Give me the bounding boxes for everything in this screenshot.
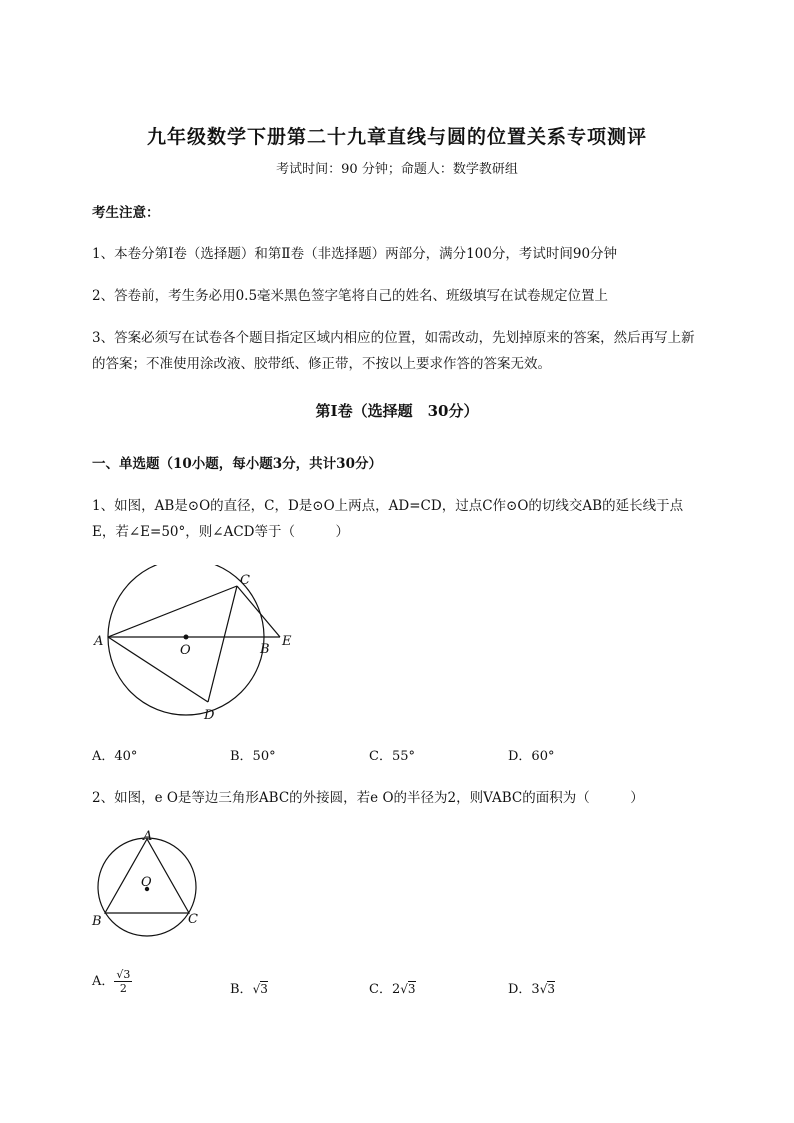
q2-option-d-prefix: D．3 xyxy=(508,982,540,997)
q1-option-a[interactable]: A．40° xyxy=(92,749,138,764)
q1-label-e: E xyxy=(282,634,292,649)
q1-text-line-2: E，若∠E=50°，则∠ACD等于（ ） xyxy=(92,524,349,540)
q2-label-c: C xyxy=(188,912,198,927)
q2-option-c-prefix: C．2 xyxy=(369,982,401,997)
q1-label-o: O xyxy=(180,643,191,658)
q2-option-d-radical: √3 xyxy=(539,982,555,996)
q1-label-d: D xyxy=(204,708,215,723)
q2-option-c[interactable] xyxy=(369,978,416,997)
q2-label-a: A xyxy=(143,829,153,844)
q2-text: 2、如图，e O是等边三角形ABC的外接圆，若e O的半径为2，则VABC的面积为（ ） xyxy=(92,790,644,806)
q1-figure xyxy=(88,565,308,725)
exam-info: 考试时间：90 分钟；命题人：数学教研组 xyxy=(276,162,518,177)
q1-line-AC xyxy=(108,586,237,637)
q2-figure xyxy=(88,828,218,943)
q1-center-dot xyxy=(184,635,189,640)
q2-label-o: O xyxy=(141,875,152,890)
q2-option-a-denominator: 2 xyxy=(119,982,127,995)
q1-label-b: B xyxy=(260,642,270,657)
q1-line-CE xyxy=(237,586,280,637)
q1-option-d[interactable]: D．60° xyxy=(508,749,555,764)
q2-option-a[interactable] xyxy=(92,968,132,995)
q1-option-b[interactable]: B．50° xyxy=(230,749,276,764)
section-title: 第Ⅰ卷（选择题 30分） xyxy=(315,402,479,420)
notice-item-2: 2、答卷前，考生务必用0.5毫米黑色签字笔将自己的姓名、班级填写在试卷规定位置上 xyxy=(92,288,609,304)
q2-option-a-numerator: √3 xyxy=(116,968,131,981)
q1-option-c[interactable]: C．55° xyxy=(369,749,415,764)
q2-option-c-radical: √3 xyxy=(400,982,416,996)
q2-option-a-fraction xyxy=(114,968,132,995)
part-heading: 一、单选题（10小题，每小题3分，共计30分） xyxy=(92,456,382,472)
notice-item-1: 1、本卷分第Ⅰ卷（选择题）和第Ⅱ卷（非选择题）两部分，满分100分，考试时间90分钟 xyxy=(92,246,618,262)
q1-line-CD xyxy=(208,586,237,702)
notice-item-3-line-2: 的答案；不准使用涂改液、胶带纸、修正带，不按以上要求作答的答案无效。 xyxy=(92,356,551,372)
q2-option-a-prefix: A． xyxy=(92,974,115,989)
q2-option-d[interactable] xyxy=(508,978,555,997)
notice-heading: 考生注意： xyxy=(92,205,160,221)
q2-option-b-prefix: B． xyxy=(230,982,253,997)
q2-option-b[interactable] xyxy=(230,978,268,997)
page-title: 九年级数学下册第二十九章直线与圆的位置关系专项测评 xyxy=(146,126,647,148)
q1-label-a: A xyxy=(94,634,104,649)
q1-label-c: C xyxy=(240,573,250,588)
q2-label-b: B xyxy=(92,914,102,929)
q1-text-line-1: 1、如图，AB是⊙O的直径，C，D是⊙O上两点，AD=CD，过点C作⊙O的切线交AB的延长线于点 xyxy=(92,498,684,514)
q1-line-AD xyxy=(108,637,208,702)
notice-item-3-line-1: 3、答案必须写在试卷各个题目指定区域内相应的位置，如需改动，先划掉原来的答案，然后再写上新 xyxy=(92,330,695,346)
q2-option-b-radical: √3 xyxy=(252,982,268,996)
